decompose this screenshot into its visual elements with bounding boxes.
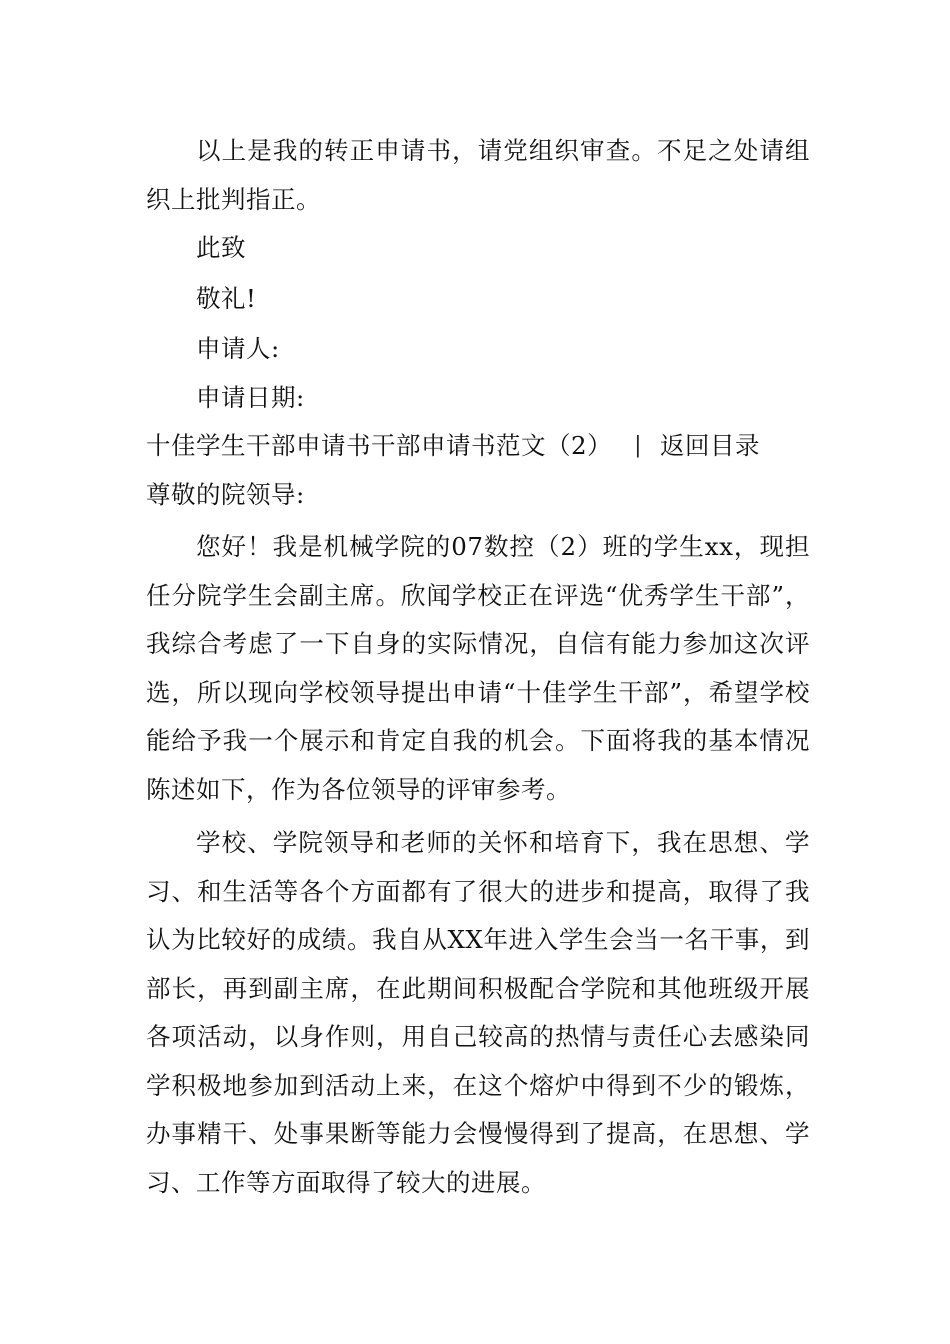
date-label: 申请日期: <box>196 383 305 412</box>
applicant-label: 申请人: <box>196 334 280 363</box>
body-paragraph-2: 学校、学院领导和老师的关怀和培育下，我在思想、学习、和生活等各个方面都有了很大的进步和提高，取得了我认为比较好的成绩。我自从XX年进入学生会当一名干事，到部长，再到副主席，在此期间积极配合学院和其他班级开展各项活动，以身作则，用自己较高的热情与责任心去感染同学积极地参加到活动上来，在这个熔炉中得到不少的锻炼，办事精干、处事果断等能力会慢慢得到了提高，在思想、学习、工作等方面取得了较大的进展。 <box>146 828 810 1197</box>
section-heading-row <box>146 422 810 470</box>
back-to-contents-link[interactable]: 返回目录 <box>660 430 761 460</box>
intro-paragraph: 以上是我的转正申请书，请党组织审查。不足之处请组织上批判指正。 <box>146 136 810 214</box>
separator: | <box>634 432 643 458</box>
body-paragraph-1: 您好！我是机械学院的07数控（2）班的学生xx，现担任分院学生会副主席。欣闻学校正在评选“优秀学生干部”，我综合考虑了一下自身的实际情况，自信有能力参加这次评选，所以现向学校领导提出申请“十佳学生干部”，希望学校能给予我一个展示和肯定自我的机会。下面将我的基本情况陈述如下，作为各位领导的评审参考。 <box>146 532 810 804</box>
section-title: 十佳学生干部申请书干部申请书范文（2） <box>146 430 613 460</box>
salutation: 尊敬的院领导: <box>146 480 305 509</box>
closing-line-1: 此致 <box>196 233 246 262</box>
closing-line-2: 敬礼! <box>196 284 257 313</box>
